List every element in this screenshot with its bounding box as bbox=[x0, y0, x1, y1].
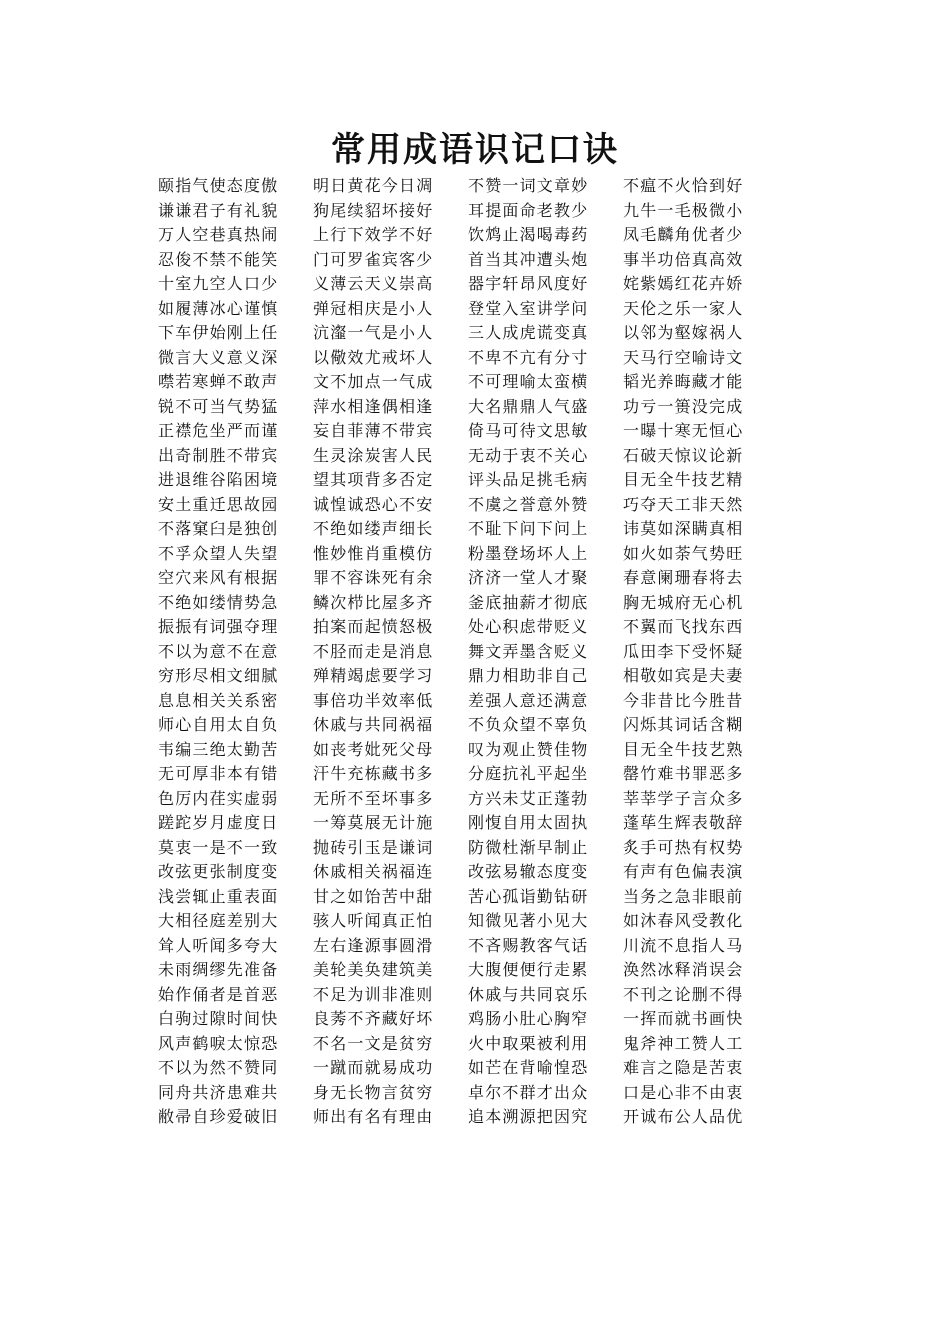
idiom-line: 巧夺天工非天然 bbox=[623, 494, 744, 514]
idiom-line: 春意阑珊春将去 bbox=[623, 568, 744, 587]
idiom-line: 不足为训非准则 bbox=[313, 984, 434, 1004]
idiom-line: 忍俊不禁不能笑 bbox=[158, 249, 279, 269]
idiom-line: 难言之隐是苦衷 bbox=[623, 1058, 744, 1077]
idiom-line: 正襟危坐严而谨 bbox=[158, 421, 279, 440]
idiom-line: 事倍功半效率低 bbox=[313, 690, 434, 710]
idiom-line: 刚愎自用太固执 bbox=[468, 813, 589, 832]
idiom-line: 追本溯源把因究 bbox=[468, 1107, 589, 1126]
idiom-line: 卓尔不群才出众 bbox=[468, 1082, 589, 1102]
idiom-line: 一挥而就书画快 bbox=[623, 1009, 744, 1028]
idiom-line: 姹紫嫣红花卉娇 bbox=[623, 274, 744, 293]
idiom-line: 首当其冲遭头炮 bbox=[468, 249, 589, 269]
idiom-line: 望其项背多否定 bbox=[313, 470, 434, 489]
idiom-line: 休戚与共同哀乐 bbox=[468, 984, 589, 1004]
idiom-line: 振振有词强夺理 bbox=[158, 617, 279, 636]
idiom-line: 安土重迁思故园 bbox=[158, 494, 279, 514]
idiom-line: 莫衷一是不一致 bbox=[158, 837, 279, 857]
column-1 bbox=[158, 174, 303, 1130]
idiom-line: 当务之急非眼前 bbox=[623, 886, 744, 906]
idiom-line: 师出有名有理由 bbox=[313, 1107, 434, 1126]
idiom-line: 良莠不齐藏好坏 bbox=[313, 1009, 434, 1028]
idiom-line: 不虞之誉意外赞 bbox=[468, 494, 589, 514]
idiom-line: 抛砖引玉是谦词 bbox=[313, 837, 434, 857]
idiom-line: 目无全牛技艺熟 bbox=[623, 739, 744, 759]
idiom-line: 狗尾续貂坏接好 bbox=[313, 200, 434, 220]
idiom-line: 不翼而飞找东西 bbox=[623, 617, 744, 636]
idiom-line: 出奇制胜不带宾 bbox=[158, 445, 279, 465]
idiom-line: 微言大义意义深 bbox=[158, 347, 279, 367]
idiom-line: 如履薄冰心谨慎 bbox=[158, 298, 279, 318]
idiom-line: 浅尝辄止重表面 bbox=[158, 886, 279, 906]
idiom-line: 诚惶诚恐心不安 bbox=[313, 494, 434, 514]
idiom-line: 大相径庭差别大 bbox=[158, 911, 279, 930]
idiom-line: 有声有色偏表演 bbox=[623, 862, 744, 881]
idiom-line: 如火如荼气势旺 bbox=[623, 543, 744, 563]
idiom-line: 不绝如缕声细长 bbox=[313, 519, 434, 538]
idiom-line: 一筹莫展无计施 bbox=[313, 813, 434, 832]
idiom-line: 三人成虎谎变真 bbox=[468, 323, 589, 342]
idiom-line: 不可理喻太蛮横 bbox=[468, 372, 589, 391]
idiom-line: 下车伊始刚上任 bbox=[158, 323, 279, 342]
idiom-line: 叹为观止赞佳物 bbox=[468, 739, 589, 759]
idiom-line: 评头品足挑毛病 bbox=[468, 470, 589, 489]
idiom-line: 防微杜渐早制止 bbox=[468, 837, 589, 857]
idiom-line: 大名鼎鼎人气盛 bbox=[468, 396, 589, 416]
idiom-line: 蹉跎岁月虚度日 bbox=[158, 813, 279, 832]
idiom-line: 不孚众望人失望 bbox=[158, 543, 279, 563]
idiom-line: 韦编三绝太勤苦 bbox=[158, 739, 279, 759]
idiom-line: 风声鹤唳太惊恐 bbox=[158, 1033, 279, 1053]
idiom-line: 甘之如饴苦中甜 bbox=[313, 886, 434, 906]
idiom-line: 登堂入室讲学问 bbox=[468, 298, 589, 318]
idiom-line: 谦谦君子有礼貌 bbox=[158, 200, 279, 220]
idiom-line: 同舟共济患难共 bbox=[158, 1082, 279, 1102]
idiom-line: 以邻为壑嫁祸人 bbox=[623, 323, 744, 342]
idiom-line: 色厉内荏实虚弱 bbox=[158, 788, 279, 808]
idiom-line: 涣然冰释消误会 bbox=[623, 960, 744, 979]
idiom-line: 不刊之论删不得 bbox=[623, 984, 744, 1004]
idiom-line: 蓬荜生辉表敬辞 bbox=[623, 813, 744, 832]
idiom-line: 文不加点一气成 bbox=[313, 372, 434, 391]
idiom-line: 以儆效尤戒坏人 bbox=[313, 347, 434, 367]
idiom-line: 不名一文是贫穷 bbox=[313, 1033, 434, 1053]
idiom-line: 生灵涂炭害人民 bbox=[313, 445, 434, 465]
idiom-line: 川流不息指人马 bbox=[623, 935, 744, 955]
idiom-line: 不胫而走是消息 bbox=[313, 641, 434, 661]
idiom-line: 殚精竭虑要学习 bbox=[313, 666, 434, 685]
idiom-line: 惟妙惟肖重模仿 bbox=[313, 543, 434, 563]
idiom-line: 息息相关关系密 bbox=[158, 690, 279, 710]
idiom-line: 无可厚非本有错 bbox=[158, 764, 279, 783]
idiom-line: 如沐春风受教化 bbox=[623, 911, 744, 930]
idiom-line: 不吝赐教客气话 bbox=[468, 935, 589, 955]
idiom-line: 穷形尽相文细腻 bbox=[158, 666, 279, 685]
idiom-line: 事半功倍真高效 bbox=[623, 249, 744, 269]
idiom-line: 处心积虑带贬义 bbox=[468, 617, 589, 636]
idiom-columns bbox=[158, 174, 768, 1130]
idiom-line: 改弦易辙态度变 bbox=[468, 862, 589, 881]
idiom-line: 火中取栗被利用 bbox=[468, 1033, 589, 1053]
idiom-line: 师心自用太自负 bbox=[158, 715, 279, 734]
idiom-line: 耸人听闻多夸大 bbox=[158, 935, 279, 955]
idiom-line: 鸡肠小肚心胸窄 bbox=[468, 1009, 589, 1028]
idiom-line: 大腹便便行走累 bbox=[468, 960, 589, 979]
idiom-line: 天马行空喻诗文 bbox=[623, 347, 744, 367]
idiom-line: 不落窠臼是独创 bbox=[158, 519, 279, 538]
idiom-line: 不以为意不在意 bbox=[158, 641, 279, 661]
idiom-line: 弹冠相庆是小人 bbox=[313, 298, 434, 318]
idiom-line: 一曝十寒无恒心 bbox=[623, 421, 744, 440]
idiom-line: 器宇轩昂风度好 bbox=[468, 274, 589, 293]
idiom-line: 门可罗雀宾客少 bbox=[313, 249, 434, 269]
idiom-line: 开诚布公人品优 bbox=[623, 1107, 744, 1126]
idiom-line: 韬光养晦藏才能 bbox=[623, 372, 744, 391]
idiom-line: 鼎力相助非自己 bbox=[468, 666, 589, 685]
idiom-line: 进退维谷陷困境 bbox=[158, 470, 279, 489]
idiom-line: 无动于衷不关心 bbox=[468, 445, 589, 465]
idiom-line: 釜底抽薪才彻底 bbox=[468, 592, 589, 612]
page-title: 常用成语识记口诀 bbox=[331, 130, 619, 170]
idiom-line: 不卑不亢有分寸 bbox=[468, 347, 589, 367]
idiom-line: 颐指气使态度傲 bbox=[158, 176, 279, 195]
idiom-line: 济济一堂人才聚 bbox=[468, 568, 589, 587]
idiom-line: 讳莫如深瞒真相 bbox=[623, 519, 744, 538]
idiom-line: 如芒在背喻惶恐 bbox=[468, 1058, 589, 1077]
idiom-line: 萍水相逢偶相逢 bbox=[313, 396, 434, 416]
idiom-line: 粉墨登场坏人上 bbox=[468, 543, 589, 563]
idiom-line: 饮鸩止渴喝毒药 bbox=[468, 225, 589, 244]
idiom-line: 凤毛麟角优者少 bbox=[623, 225, 744, 244]
idiom-line: 耳提面命老教少 bbox=[468, 200, 589, 220]
idiom-line: 妄自菲薄不带宾 bbox=[313, 421, 434, 440]
idiom-line: 十室九空人口少 bbox=[158, 274, 279, 293]
idiom-line: 无所不至坏事多 bbox=[313, 788, 434, 808]
idiom-line: 知微见著小见大 bbox=[468, 911, 589, 930]
idiom-line: 休戚与共同祸福 bbox=[313, 715, 434, 734]
idiom-line: 不绝如缕情势急 bbox=[158, 592, 279, 612]
column-4 bbox=[623, 174, 768, 1130]
idiom-line: 义薄云天义崇高 bbox=[313, 274, 434, 293]
idiom-line: 胸无城府无心机 bbox=[623, 592, 744, 612]
idiom-line: 石破天惊议论新 bbox=[623, 445, 744, 465]
idiom-line: 不赞一词文章妙 bbox=[468, 176, 589, 195]
idiom-line: 拍案而起愤怒极 bbox=[313, 617, 434, 636]
column-2 bbox=[313, 174, 458, 1130]
idiom-line: 今非昔比今胜昔 bbox=[623, 690, 744, 710]
idiom-line: 美轮美奂建筑美 bbox=[313, 960, 434, 979]
idiom-line: 倚马可待文思敏 bbox=[468, 421, 589, 440]
idiom-line: 改弦更张制度变 bbox=[158, 862, 279, 881]
idiom-line: 未雨绸缪先准备 bbox=[158, 960, 279, 979]
idiom-line: 如丧考妣死父母 bbox=[313, 739, 434, 759]
column-3 bbox=[468, 174, 613, 1130]
idiom-line: 鬼斧神工赞人工 bbox=[623, 1033, 744, 1053]
idiom-line: 天伦之乐一家人 bbox=[623, 298, 744, 318]
idiom-line: 空穴来风有根据 bbox=[158, 568, 279, 587]
idiom-line: 不耻下问下问上 bbox=[468, 519, 589, 538]
idiom-line: 功亏一篑没完成 bbox=[623, 396, 744, 416]
idiom-line: 始作俑者是首恶 bbox=[158, 984, 279, 1004]
idiom-line: 罪不容诛死有余 bbox=[313, 568, 434, 587]
idiom-line: 万人空巷真热闹 bbox=[158, 225, 279, 244]
idiom-line: 一蹴而就易成功 bbox=[313, 1058, 434, 1077]
idiom-line: 不负众望不辜负 bbox=[468, 715, 589, 734]
idiom-line: 鳞次栉比屋多齐 bbox=[313, 592, 434, 612]
idiom-line: 不瘟不火恰到好 bbox=[623, 176, 744, 195]
idiom-line: 汗牛充栋藏书多 bbox=[313, 764, 434, 783]
idiom-line: 不以为然不赞同 bbox=[158, 1058, 279, 1077]
idiom-line: 口是心非不由衷 bbox=[623, 1082, 744, 1102]
idiom-line: 明日黄花今日凋 bbox=[313, 176, 434, 195]
idiom-line: 差强人意还满意 bbox=[468, 690, 589, 710]
idiom-line: 方兴未艾正蓬勃 bbox=[468, 788, 589, 808]
idiom-line: 锐不可当气势猛 bbox=[158, 396, 279, 416]
idiom-line: 罄竹难书罪恶多 bbox=[623, 764, 744, 783]
idiom-line: 分庭抗礼平起坐 bbox=[468, 764, 589, 783]
idiom-line: 相敬如宾是夫妻 bbox=[623, 666, 744, 685]
idiom-line: 炙手可热有权势 bbox=[623, 837, 744, 857]
idiom-line: 左右逢源事圆滑 bbox=[313, 935, 434, 955]
idiom-line: 敝帚自珍爱破旧 bbox=[158, 1107, 279, 1126]
idiom-line: 骇人听闻真正怕 bbox=[313, 911, 434, 930]
idiom-line: 闪烁其词话含糊 bbox=[623, 715, 744, 734]
idiom-line: 九牛一毛极微小 bbox=[623, 200, 744, 220]
idiom-line: 身无长物言贫穷 bbox=[313, 1082, 434, 1102]
idiom-line: 噤若寒蝉不敢声 bbox=[158, 372, 279, 391]
idiom-line: 上行下效学不好 bbox=[313, 225, 434, 244]
idiom-line: 莘莘学子言众多 bbox=[623, 788, 744, 808]
idiom-line: 苦心孤诣勤钻研 bbox=[468, 886, 589, 906]
idiom-line: 目无全牛技艺精 bbox=[623, 470, 744, 489]
idiom-line: 白驹过隙时间快 bbox=[158, 1009, 279, 1028]
idiom-line: 休戚相关祸福连 bbox=[313, 862, 434, 881]
idiom-line: 瓜田李下受怀疑 bbox=[623, 641, 744, 661]
idiom-line: 舞文弄墨含贬义 bbox=[468, 641, 589, 661]
idiom-line: 沆瀣一气是小人 bbox=[313, 323, 434, 342]
